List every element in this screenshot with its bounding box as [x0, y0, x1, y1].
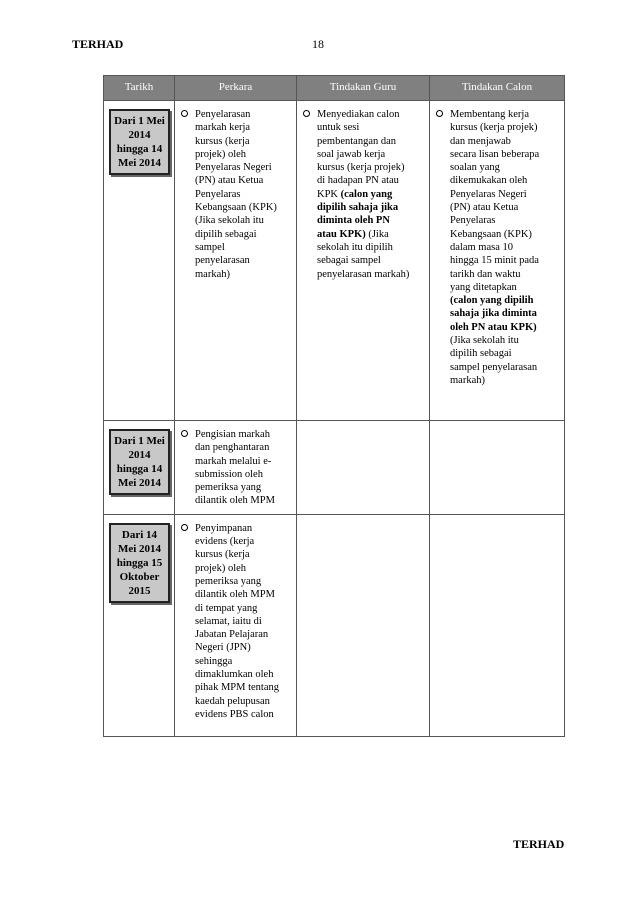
plain-text: KPK — [317, 188, 341, 200]
date-cell — [104, 101, 175, 421]
tindakan-guru-line: sebagai sampel — [317, 255, 381, 267]
perkara-line: submission oleh — [195, 468, 263, 480]
perkara-line: selamat, iaitu di — [195, 615, 262, 627]
tindakan-guru-cell — [297, 514, 430, 736]
tindakan-guru-line: kursus (kerja projek) — [317, 162, 405, 174]
tindakan-calon-line: dipilih sebagai — [450, 348, 512, 360]
perkara-line: sehingga — [195, 655, 233, 667]
perkara-content — [175, 421, 296, 514]
plain-text: (Jika — [365, 228, 389, 240]
perkara-line: dan penghantaran — [195, 442, 270, 454]
perkara-line: di tempat yang — [195, 602, 258, 614]
tindakan-calon-line: hingga 15 minit pada — [450, 255, 539, 267]
tindakan-calon-cell — [430, 101, 565, 421]
bullet-icon — [181, 110, 188, 117]
tindakan-guru-line: penyelarasan markah) — [317, 268, 410, 280]
header-classification: TERHAD — [72, 37, 124, 51]
column-header-tarikh: Tarikh — [104, 76, 175, 101]
tindakan-guru-line: pembentangan dan — [317, 135, 397, 147]
perkara-line: projek) oleh — [195, 148, 247, 160]
perkara-line: penyelarasan — [195, 255, 250, 267]
perkara-line: markah kerja — [195, 122, 251, 134]
tindakan-guru-line: di hadapan PN atau — [317, 175, 399, 187]
tindakan-calon-line: dan menjawab — [450, 135, 511, 147]
date-line: hingga 14 — [116, 143, 163, 155]
column-header-perkara: Perkara — [175, 76, 297, 101]
date-cell — [104, 421, 175, 515]
perkara-line: Penyelaras — [195, 188, 241, 200]
perkara-cell — [175, 101, 297, 421]
perkara-line: Kebangsaan (KPK) — [195, 202, 277, 214]
page-number: 18 — [312, 37, 324, 51]
tindakan-calon-line: oleh PN atau KPK) — [450, 321, 537, 333]
tindakan-calon-line: kursus (kerja projek) — [450, 122, 538, 134]
perkara-line: sampel — [195, 241, 225, 253]
perkara-line: kursus (kerja — [195, 549, 250, 561]
tindakan-calon-cell — [430, 514, 565, 736]
date-line: Dari 14 — [121, 528, 158, 541]
table-row — [104, 514, 565, 736]
perkara-line: Pengisian markah — [195, 429, 270, 440]
footer-classification: TERHAD — [513, 837, 565, 851]
perkara-content — [175, 515, 296, 727]
tindakan-guru-line: diminta oleh PN — [317, 215, 390, 227]
tindakan-guru-cell — [297, 421, 430, 515]
perkara-line: dimaklumkan oleh — [195, 669, 274, 681]
perkara-line: Penyelarasan — [195, 109, 251, 120]
tindakan-guru-content — [297, 101, 429, 287]
tindakan-calon-line: sampel penyelarasan — [450, 361, 538, 373]
bullet-icon — [303, 110, 310, 117]
tindakan-guru-line: dipilih sahaja jika — [317, 202, 399, 214]
tindakan-calon-line: dikemukakan oleh — [450, 175, 528, 187]
date-cell — [104, 514, 175, 736]
tindakan-calon-line: (calon yang dipilih — [450, 295, 534, 307]
tindakan-calon-line: (Jika sekolah itu — [450, 335, 519, 347]
tindakan-calon-line: yang ditetapkan — [450, 281, 517, 293]
date-line: hingga 15 — [116, 556, 163, 569]
date-line: Dari 1 Mei — [114, 115, 165, 127]
date-box — [109, 109, 170, 175]
tindakan-calon-line: tarikh dan waktu — [450, 268, 521, 280]
date-line: hingga 14 — [116, 463, 163, 475]
perkara-line: Jabatan Pelajaran — [195, 629, 269, 641]
tindakan-guru-cell — [297, 101, 430, 421]
table-header-row — [104, 76, 565, 101]
tindakan-calon-line: secara lisan beberapa — [450, 148, 540, 160]
date-line: Mei 2014 — [117, 477, 162, 489]
tindakan-guru-line: soal jawab kerja — [317, 148, 386, 160]
tindakan-calon-cell — [430, 421, 565, 515]
perkara-line: evidens PBS calon — [195, 708, 274, 720]
tindakan-calon-line: (PN) atau Ketua — [450, 202, 519, 214]
date-line: Oktober — [119, 570, 160, 583]
tindakan-guru-line: Menyediakan calon — [317, 109, 400, 120]
perkara-line: Negeri (JPN) — [195, 642, 251, 654]
perkara-cell — [175, 421, 297, 515]
perkara-line: pemeriksa yang — [195, 575, 262, 587]
perkara-line: markah) — [195, 268, 230, 280]
perkara-line: dipilih sebagai — [195, 228, 257, 240]
date-line: 2015 — [128, 584, 151, 597]
date-box — [109, 429, 170, 495]
tindakan-calon-line: markah) — [450, 374, 485, 386]
tindakan-calon-line: dalam masa 10 — [450, 241, 513, 253]
tindakan-guru-line — [317, 228, 425, 241]
tindakan-guru-line — [317, 188, 425, 201]
perkara-line: Penyelaras Negeri — [195, 162, 272, 174]
perkara-line: (Jika sekolah itu — [195, 215, 264, 227]
tindakan-guru-line: sekolah itu dipilih — [317, 241, 393, 253]
tindakan-calon-line: Membentang kerja — [450, 109, 530, 120]
date-line: Mei 2014 — [117, 542, 162, 555]
date-box — [109, 523, 170, 603]
bold-text: (calon yang — [340, 188, 393, 200]
schedule-table — [103, 75, 565, 737]
perkara-cell — [175, 514, 297, 736]
date-line: 2014 — [128, 129, 151, 141]
perkara-line: dilantik oleh MPM — [195, 589, 275, 601]
perkara-line: evidens (kerja — [195, 536, 255, 548]
table-row — [104, 101, 565, 421]
tindakan-calon-line: Kebangsaan (KPK) — [450, 228, 532, 240]
bullet-icon — [436, 110, 443, 117]
bullet-icon — [181, 430, 188, 437]
perkara-line: markah melalui e- — [195, 455, 272, 467]
table-row — [104, 421, 565, 515]
bullet-icon — [181, 524, 188, 531]
perkara-line: kursus (kerja — [195, 135, 250, 147]
date-line: Mei 2014 — [117, 157, 162, 169]
date-line: 2014 — [128, 449, 151, 461]
perkara-line: projek) oleh — [195, 562, 247, 574]
perkara-line: pihak MPM tentang — [195, 682, 279, 694]
perkara-line: dilantik oleh MPM — [195, 495, 275, 507]
perkara-line: pemeriksa yang — [195, 482, 262, 494]
column-header-tindakan-calon: Tindakan Calon — [430, 76, 565, 101]
column-header-tindakan-guru: Tindakan Guru — [297, 76, 430, 101]
perkara-line: Penyimpanan — [195, 522, 253, 534]
perkara-content — [175, 101, 296, 287]
tindakan-guru-line: untuk sesi — [317, 122, 360, 134]
perkara-line: (PN) atau Ketua — [195, 175, 264, 187]
date-line: Dari 1 Mei — [114, 435, 165, 447]
perkara-line: kaedah pelupusan — [195, 695, 270, 707]
bold-text: atau KPK) — [317, 228, 366, 240]
tindakan-calon-line: sahaja jika diminta — [450, 308, 537, 320]
tindakan-calon-line: Penyelaras Negeri — [450, 188, 527, 200]
tindakan-calon-line: Penyelaras — [450, 215, 496, 227]
tindakan-calon-content — [430, 101, 564, 393]
tindakan-calon-line: soalan yang — [450, 162, 500, 174]
